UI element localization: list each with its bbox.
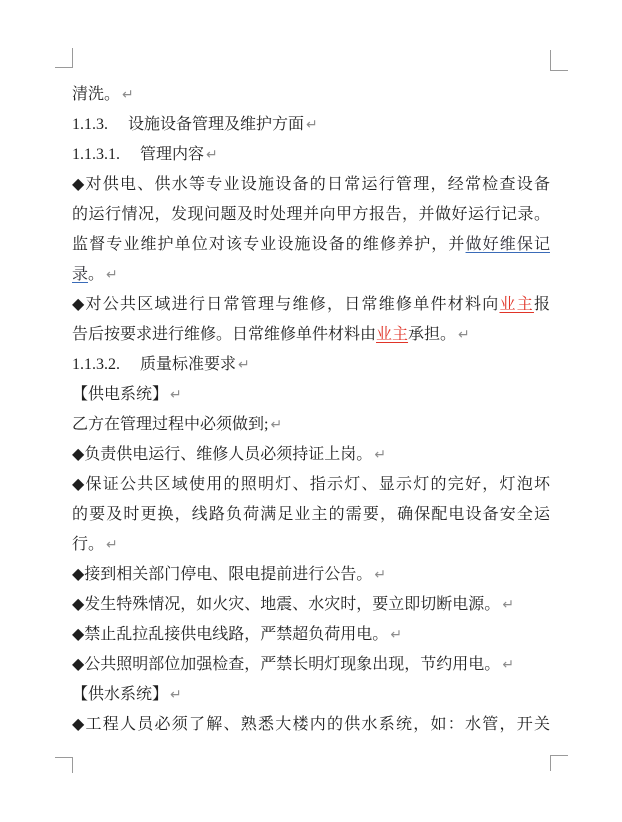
- text-run: ◆禁止乱拉乱接供电线路，严禁超负荷用电。: [72, 626, 389, 643]
- text-line[interactable]: [72, 80, 550, 110]
- text-line[interactable]: [72, 500, 550, 530]
- text-line[interactable]: [72, 110, 550, 140]
- text-line[interactable]: [72, 200, 550, 230]
- paragraph-mark-icon: ↵: [170, 687, 182, 703]
- paragraph-mark-icon: ↵: [458, 327, 470, 343]
- document-body[interactable]: [72, 80, 550, 740]
- paragraph-mark-icon: ↵: [122, 87, 134, 103]
- text-line[interactable]: [72, 260, 550, 290]
- text-line[interactable]: [72, 290, 550, 320]
- text-run: ◆负责供电运行、维修人员必须持证上岗。: [72, 446, 373, 463]
- text-run: ◆对公共区域进行日常管理与维修，日常维修单件材料向: [72, 296, 500, 313]
- text-run: 报: [533, 296, 550, 313]
- text-run: 。: [88, 266, 105, 283]
- text-run: ◆公共照明部位加强检查，严禁长明灯现象出现，节约用电。: [72, 656, 501, 673]
- text-run: 的运行情况，发现问题及时处理并向甲方报告，并做好运行记录。: [72, 206, 550, 223]
- paragraph-mark-icon: ↵: [502, 657, 515, 673]
- text-run: 业主: [376, 326, 409, 343]
- text-run: ◆工程人员必须了解、熟悉大楼内的供水系统，如：水管，开关: [72, 716, 550, 733]
- crop-mark-bottom-right-icon: [550, 755, 568, 771]
- text-run: 乙方在管理过程中必须做到;: [72, 416, 269, 433]
- text-line[interactable]: [72, 170, 550, 200]
- text-line[interactable]: [72, 680, 550, 710]
- text-run: 行。: [72, 536, 105, 553]
- text-run: ◆保证公共区域使用的照明灯、指示灯、显示灯的完好，灯泡坏: [72, 476, 550, 493]
- text-line[interactable]: [72, 620, 550, 650]
- paragraph-mark-icon: ↵: [502, 597, 515, 613]
- text-line[interactable]: [72, 410, 550, 440]
- text-line[interactable]: [72, 590, 550, 620]
- paragraph-mark-icon: ↵: [374, 447, 387, 463]
- text-line[interactable]: [72, 230, 550, 260]
- text-run: 清洗。: [72, 86, 121, 103]
- text-run: 设施设备管理及维护方面: [128, 116, 305, 133]
- paragraph-mark-icon: ↵: [374, 567, 387, 583]
- crop-mark-top-right-icon: [550, 50, 568, 71]
- text-run: 的要及时更换，线路负荷满足业主的需要，确保配电设备安全运: [72, 506, 550, 523]
- text-line[interactable]: [72, 320, 550, 350]
- paragraph-mark-icon: ↵: [106, 267, 118, 283]
- text-run: ◆对供电、供水等专业设施设备的日常运行管理，经常检查设备: [72, 176, 550, 193]
- text-line[interactable]: [72, 140, 550, 170]
- text-run: 监督专业维护单位对该专业设施设备的维修养护，并: [72, 236, 466, 253]
- paragraph-mark-icon: ↵: [390, 627, 403, 643]
- text-run: ◆接到相关部门停电、限电提前进行公告。: [72, 566, 373, 583]
- paragraph-mark-icon: ↵: [306, 117, 318, 133]
- crop-mark-bottom-left-icon: [55, 757, 73, 773]
- text-run: 【供电系统】: [72, 386, 169, 403]
- text-run: 业主: [499, 296, 534, 313]
- crop-mark-top-left-icon: [55, 48, 73, 68]
- paragraph-mark-icon: ↵: [170, 387, 182, 403]
- text-run: ◆发生特殊情况，如火灾、地震、水灾时，要立即切断电源。: [72, 596, 501, 613]
- text-run: 1.1.3.2.: [72, 356, 120, 373]
- text-line[interactable]: [72, 710, 550, 740]
- paragraph-mark-icon: ↵: [238, 357, 250, 373]
- text-run: 管理内容: [140, 146, 205, 163]
- text-line[interactable]: [72, 350, 550, 380]
- text-line[interactable]: [72, 470, 550, 500]
- text-run: 录: [72, 266, 89, 283]
- text-run: 承担。: [408, 326, 457, 343]
- text-run: 1.1.3.: [72, 116, 108, 133]
- paragraph-mark-icon: ↵: [270, 417, 283, 433]
- text-run: 告后按要求进行维修。日常维修单件材料由: [72, 326, 377, 343]
- text-run: 1.1.3.1.: [72, 146, 120, 163]
- paragraph-mark-icon: ↵: [106, 537, 118, 553]
- text-run: 【供水系统】: [72, 686, 169, 703]
- text-line[interactable]: [72, 380, 550, 410]
- text-line[interactable]: [72, 530, 550, 560]
- paragraph-mark-icon: ↵: [206, 147, 218, 163]
- text-line[interactable]: [72, 650, 550, 680]
- text-run: 做好维保记: [465, 236, 550, 253]
- text-run: 质量标准要求: [140, 356, 237, 373]
- text-line[interactable]: [72, 440, 550, 470]
- text-line[interactable]: [72, 560, 550, 590]
